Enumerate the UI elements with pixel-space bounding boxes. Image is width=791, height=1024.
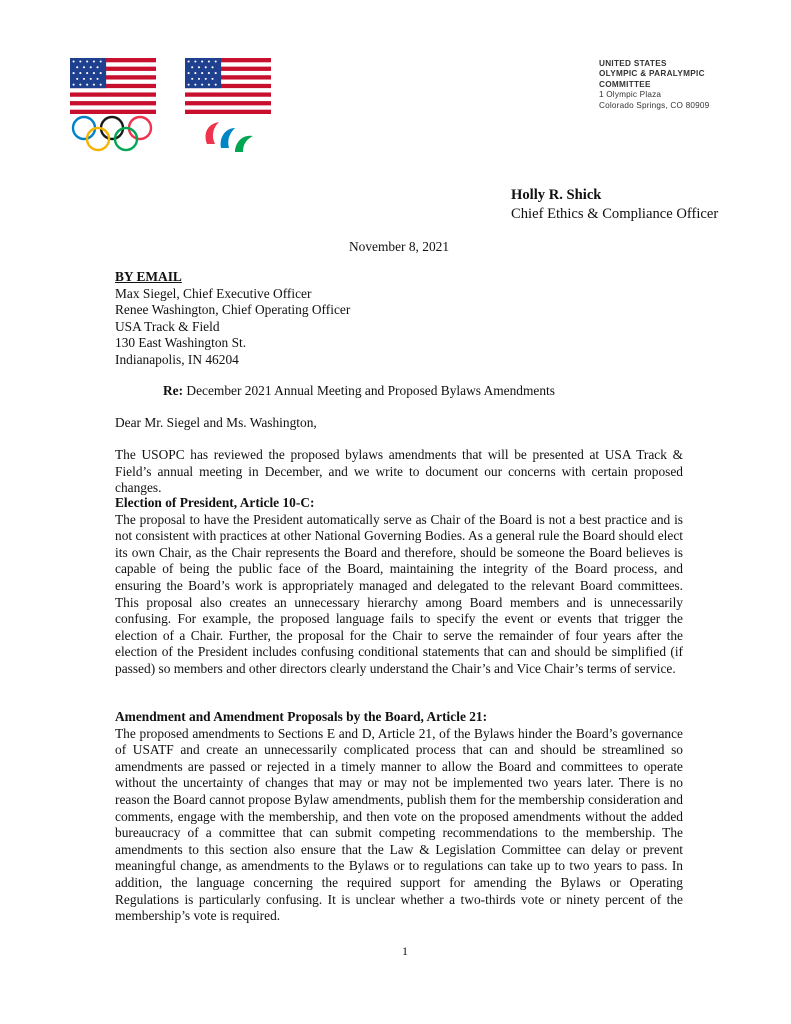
subject-label: Re: <box>163 383 184 398</box>
sender-block <box>511 186 718 224</box>
section-body: The proposal to have the President automatically serve as Chair of the Board is not a best practice and is not consistent with practices at other National Governing Bodies. As a general rule the Board should elect its own Chair, as the Chair represents the Board and therefore, should be someone the Board believes is capable of being the public face of the Board, maintaining the integrity of the Board process, and ensuring the Board’s work is appropriately managed and delegated to the relevant Board committees. This proposal also creates an unnecessary hierarchy among Board members and is unnecessarily confusing. For example, the proposed language fails to specify the event or events that trigger the election of a Chair. Further, the proposal for the Chair to serve the remainder of four years after the election of the President includes confusing conditional statements that can and should be simplified (if passed) so members and other directors clearly understand the Chair’s and Vice Chair’s terms of service. <box>115 511 683 676</box>
org-name-line: COMMITTEE <box>599 79 651 89</box>
intro-paragraph: The USOPC has reviewed the proposed bylaws amendments that will be presented at USA Track & Field’s annual meeting in December, and we write to document our concerns with certain proposed changes. <box>115 447 683 496</box>
agitos-icon <box>185 114 271 158</box>
sender-name: Holly R. Shick <box>511 187 602 203</box>
recipient-line: Max Siegel, Chief Executive Officer <box>115 285 312 301</box>
org-address-line: 1 Olympic Plaza <box>599 90 662 100</box>
recipient-line: Indianapolis, IN 46204 <box>115 351 239 367</box>
org-name-line: UNITED STATES <box>599 59 667 68</box>
recipient-line: Renee Washington, Chief Operating Officer <box>115 302 351 318</box>
organization-letterhead <box>599 59 784 111</box>
org-address-line: Colorado Springs, CO 80909 <box>599 100 710 110</box>
section-election-of-president <box>115 495 683 678</box>
org-name-line: OLYMPIC & PARALYMPIC <box>599 69 705 79</box>
sender-title: Chief Ethics & Compliance Officer <box>511 206 719 222</box>
page-number: 1 <box>402 944 408 958</box>
us-flag-icon <box>70 58 156 114</box>
section-heading: Election of President, Article 10-C: <box>115 495 315 510</box>
letter-date: November 8, 2021 <box>349 239 450 254</box>
section-body: The proposed amendments to Sections E and D, Article 21, of the Bylaws hinder the Board’s governance of USATF and create an unnecessarily complicated process that can and should be streamlined so amendments are passed or rejected in a timely manner to allow the Board and committees to operate without the uncertainty of changes that may or may not be implemented two years later. There is no reason the Board cannot propose Bylaw amendments, publish them for the membership consideration and comments, engage with the membership, and then vote on the proposed amendments without the added bureaucracy of a committee that can submit competing recommendations to the membership. The amendments to this section also ensure that the Law & Legislation Committee can delay or prevent meaningful change, as amendments to the Bylaws or to regulations can take up to two years to pass. In addition, the language concerning the required support for amending the Bylaws or Operating Regulations is particularly confusing. It is unclear whether a two-thirds vote or ninety percent of the membership’s vote is required. <box>115 725 683 924</box>
subject-text: December 2021 Annual Meeting and Proposed Bylaws Amendments <box>183 383 555 398</box>
usa-paralympic-logo <box>185 58 271 163</box>
recipient-line: USA Track & Field <box>115 318 220 334</box>
recipient-line: 130 East Washington St. <box>115 335 247 351</box>
delivery-method: BY EMAIL <box>115 269 182 284</box>
olympic-rings-icon <box>70 114 156 154</box>
us-flag-icon <box>185 58 271 114</box>
section-amendment-proposals <box>115 709 683 925</box>
recipient-block <box>115 269 350 369</box>
usa-olympic-logo <box>70 58 156 159</box>
subject-line <box>163 383 555 399</box>
section-heading: Amendment and Amendment Proposals by the Board, Article 21: <box>115 709 488 724</box>
salutation: Dear Mr. Siegel and Ms. Washington, <box>115 415 317 430</box>
